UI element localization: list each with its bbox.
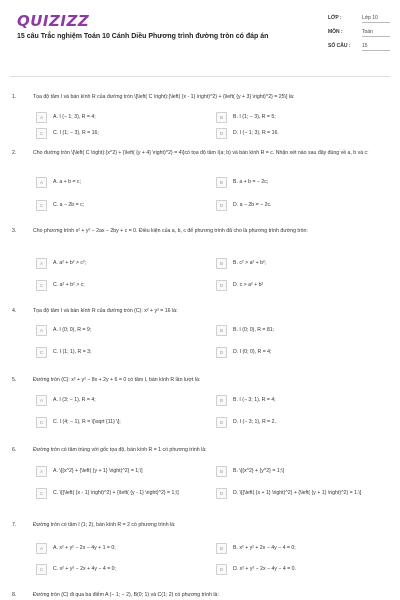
option-letter: A	[36, 258, 47, 269]
option-letter: B	[216, 325, 227, 336]
option-letter: D	[216, 280, 227, 291]
option-letter: C	[36, 128, 47, 139]
option-text: A. I (− 1; 3), R = 4;	[53, 114, 96, 120]
meta-value: Lớp 10	[362, 15, 390, 23]
option-text: B. c² > a² + b²;	[233, 260, 267, 266]
option-letter: C	[36, 347, 47, 358]
question-number: 3.	[12, 228, 17, 234]
question-text: Đường tròn (C): x² + y² − 8x + 2y + 6 = 0 có tâm I, bán kính R lần lượt là:	[33, 377, 201, 383]
meta-key: MÔN :	[328, 29, 343, 35]
option-letter: A	[36, 466, 47, 477]
option-text: C. I (4; − 1), R = \[\sqrt {11} \];	[53, 419, 121, 425]
option-letter: A	[36, 177, 47, 188]
question-text: Cho phương trình x² + y² − 2ax − 2by + c = 0. Điều kiện của a, b, c để phương trình đã cho là phương trình đường tròn:	[33, 228, 308, 234]
quizizz-logo: QUIZIZZ	[17, 12, 90, 30]
option-letter: A	[36, 395, 47, 406]
option-text: C. I (1; − 3), R = 16;	[53, 130, 99, 136]
option-letter: D	[216, 347, 227, 358]
option-letter: C	[36, 200, 47, 211]
question-text: Đường tròn có tâm I (1; 2), bán kính R = 2 có phương trình là:	[33, 522, 176, 528]
option-text: A. a² + b² > c²;	[53, 260, 87, 266]
option-text: B. I (1; − 3), R = 5;	[233, 114, 276, 120]
question-number: 5.	[12, 377, 17, 383]
option-text: D. c > a² + b²	[233, 282, 264, 288]
meta-value: 15	[362, 43, 390, 51]
option-letter: D	[216, 200, 227, 211]
question-text: Tọa độ tâm I và bán kính R của đường tròn (C): x² + y² = 16 là:	[33, 308, 178, 314]
worksheet-header	[0, 0, 400, 62]
option-text: B. a + b = − 2c;	[233, 179, 269, 185]
option-letter: D	[216, 417, 227, 428]
option-text: D. \[{\left( {x + 1} \right)^2} + {\left( {y + 1} \right)^2} = 1.\]	[233, 490, 362, 496]
question-text: Tọa độ tâm I và bán kính R của đường tròn \[\left( C \right):{\left( {x - 1} \right)^2} + {\left( {y + 3} \right)^2} = 25\] là:	[33, 94, 295, 100]
question-number: 7.	[12, 522, 17, 528]
option-letter: B	[216, 258, 227, 269]
option-letter: B	[216, 543, 227, 554]
option-text: D. x² + y² − 2x − 4y − 4 = 0.	[233, 566, 296, 572]
meta-row-count	[328, 41, 390, 55]
question-number: 1.	[12, 94, 17, 100]
option-letter: A	[36, 112, 47, 123]
option-letter: C	[36, 564, 47, 575]
option-text: C. x² + y² − 2x + 4y − 4 = 0;	[53, 566, 116, 572]
option-text: B. \[{x^2} + {y^2} = 1;\]	[233, 468, 285, 474]
option-text: B. I (− 3; 1), R = 4;	[233, 397, 276, 403]
option-text: D. I (− 3; 1), R = 2.	[233, 419, 276, 425]
option-text: D. a − 2b = − 2c.	[233, 202, 272, 208]
option-letter: B	[216, 466, 227, 477]
question-number: 6.	[12, 447, 17, 453]
option-letter: B	[216, 112, 227, 123]
question-text: Cho đường tròn \[\left( C \right):{x^2} + {\left( {y + 4} \right)^2} = 4\]có tọa độ tâm I(a; b) và bán kính R = c. Nhận xét nào sau đây đúng về a, b và c:	[33, 150, 369, 156]
option-letter: C	[36, 280, 47, 291]
option-text: C. a² + b² > c;	[53, 282, 85, 288]
option-text: D. I (− 1; 3), R = 16.	[233, 130, 279, 136]
option-text: A. I (0; 0), R = 9;	[53, 327, 92, 333]
option-letter: B	[216, 395, 227, 406]
meta-key: SỐ CÂU :	[328, 43, 351, 49]
option-text: C. \[{\left( {x - 1} \right)^2} + {\left( {y - 1} \right)^2} = 1;\]	[53, 490, 179, 496]
option-letter: D	[216, 564, 227, 575]
question-number: 4.	[12, 308, 17, 314]
question-number: 2.	[12, 150, 17, 156]
option-letter: C	[36, 417, 47, 428]
option-letter: A	[36, 543, 47, 554]
option-text: D. I (0; 0), R = 4;	[233, 349, 272, 355]
option-letter: D	[216, 128, 227, 139]
option-text: B. x² + y² + 2x − 4y − 4 = 0;	[233, 545, 296, 551]
option-letter: C	[36, 488, 47, 499]
option-text: C. a − 2b = c;	[53, 202, 85, 208]
question-text: Đường tròn có tâm trùng với gốc tọa độ, bán kính R = 1 có phương trình là:	[33, 447, 207, 453]
meta-row-class	[328, 13, 390, 27]
question-number: 8.	[12, 592, 17, 598]
option-letter: A	[36, 325, 47, 336]
option-text: A. a + b = c;	[53, 179, 81, 185]
meta-key: LỚP :	[328, 15, 342, 21]
option-text: B. I (0; 0), R = 81;	[233, 327, 275, 333]
option-text: A. I (3; − 1), R = 4;	[53, 397, 96, 403]
meta-value: Toán	[362, 29, 390, 37]
option-text: C. I (1; 1), R = 3;	[53, 349, 92, 355]
option-text: A. x² + y² − 2x − 4y + 1 = 0;	[53, 545, 116, 551]
worksheet-meta	[328, 13, 390, 55]
worksheet-title: 15 câu Trắc nghiệm Toán 10 Cánh Diều Phương trình đường tròn có đáp án	[17, 33, 269, 40]
question-text: Đường tròn (C) đi qua ba điểm A (− 1; − 2), B(0; 1) và C(1; 2) có phương trình là:	[33, 592, 219, 598]
option-text: A. \[{x^2} + {\left( {y + 1} \right)^2} = 1;\]	[53, 468, 143, 474]
header-divider	[10, 76, 390, 77]
option-letter: D	[216, 488, 227, 499]
meta-row-subject	[328, 27, 390, 41]
option-letter: B	[216, 177, 227, 188]
